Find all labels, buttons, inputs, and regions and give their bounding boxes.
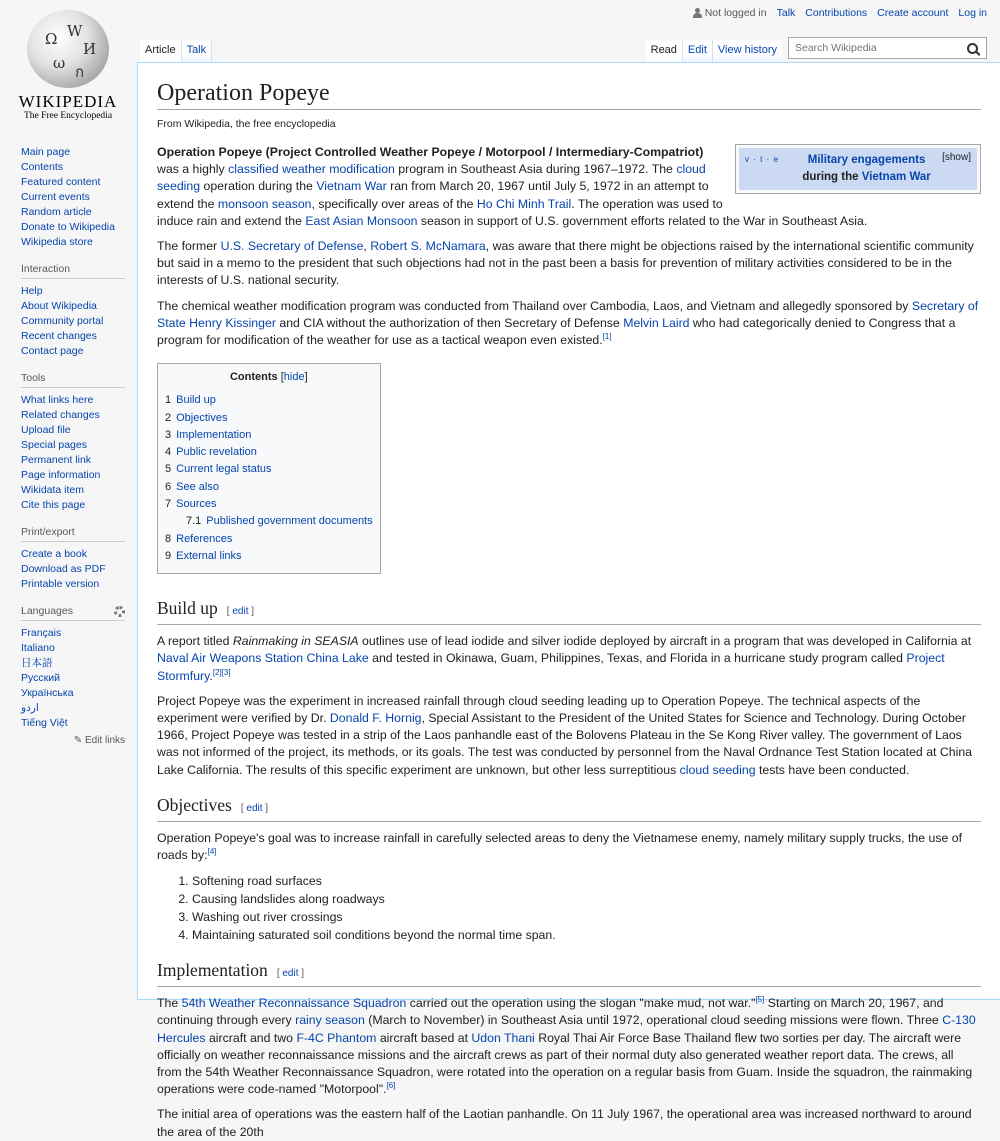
sidebar-item-contact[interactable]: Contact page xyxy=(21,345,84,357)
buildup-paragraph-2: Project Popeye was the experiment in increased rainfall through cloud seeding leading up to Operation Popeye. The technical aspects of the experiment were verified by Dr. Donald F. Hornig, Special Assistant to the President of the United States for Science and Technology. During October 1966, Project Popeye was tested in a strip of the Laos panhandle east of the Bolovens Plateau in the Se Kong River valley. The government of Laos was not informed of the project, its methods, or its goals. The test was conducted by personnel from the Naval Ordnance Test Station located at China Lake California. The results of this specific experiment are unknown, but other less surreptitious cloud seeding tests have been conducted. xyxy=(157,693,972,777)
edit-section-objectives[interactable]: edit xyxy=(246,802,263,814)
list-item: 4. Maintaining saturated soil conditions beyond the normal time span. xyxy=(192,926,981,944)
languages-heading: Languages xyxy=(21,605,125,621)
link-monsoon-season[interactable]: monsoon season xyxy=(217,196,312,211)
implementation-paragraph-2: The initial area of operations was the eastern half of the Laotian panhandle. On 11 July 1967, the operational area was increased northward to around the area of the 20th xyxy=(157,1107,972,1139)
link-udon-thani[interactable]: Udon Thani xyxy=(471,1030,535,1045)
tab-read[interactable]: Read xyxy=(646,40,683,62)
sidebar-item-help[interactable]: Help xyxy=(21,285,43,297)
toc-item[interactable]: 6 See also xyxy=(165,480,219,493)
sidebar-item-download-pdf[interactable]: Download as PDF xyxy=(21,563,106,575)
page-title: Operation Popeye xyxy=(157,79,981,110)
edit-links[interactable]: ✎ Edit links xyxy=(73,735,125,746)
reference-4[interactable]: [4] xyxy=(207,846,217,856)
reference-2-3[interactable]: [2][3] xyxy=(212,667,231,677)
gear-icon[interactable] xyxy=(114,606,125,617)
navbox-military-engagements[interactable]: Military engagements xyxy=(807,154,926,166)
sidebar-item-main-page[interactable]: Main page xyxy=(21,146,71,158)
tab-view-history[interactable]: View history xyxy=(713,40,782,62)
link-china-lake[interactable]: Naval Air Weapons Station China Lake xyxy=(157,651,369,666)
sidebar-item-cite[interactable]: Cite this page xyxy=(21,499,86,511)
link-donald-hornig[interactable]: Donald F. Hornig xyxy=(329,711,422,726)
toc-item[interactable]: 8 References xyxy=(165,532,233,545)
list-item: 2. Causing landslides along roadways xyxy=(192,890,981,908)
intro-paragraph-3: The chemical weather modification program was conducted from Thailand over Cambodia, Laos, and Vietnam and allegedly sponsored by Secretary of State Henry Kissinger and CIA without the authorization of then Secretary of Defense Melvin Laird who had categorically denied to Congress that a program for modification of the weather for use as a tactical weapon even existed.[1] xyxy=(157,298,979,348)
sidebar-item-create-book[interactable]: Create a book xyxy=(21,548,87,560)
interaction-portlet xyxy=(21,263,125,359)
logo-tagline: The Free Encyclopedia xyxy=(23,111,113,121)
reference-1[interactable]: [1] xyxy=(602,331,612,341)
sidebar-item-recent-changes[interactable]: Recent changes xyxy=(21,330,97,342)
tab-article[interactable]: Article xyxy=(140,40,182,62)
personal-tools xyxy=(693,7,987,19)
language-ukrainian[interactable]: Українська xyxy=(21,687,74,699)
reference-5[interactable]: [5] xyxy=(755,995,765,1005)
link-rainy-season[interactable]: rainy season xyxy=(295,1013,365,1028)
sidebar-item-community-portal[interactable]: Community portal xyxy=(21,315,104,327)
objectives-paragraph: Operation Popeye's goal was to increase rainfall in carefully selected areas to deny the Vietnamese enemy, namely military supply trucks, the use of roads by:[4] xyxy=(157,830,963,863)
print-heading: Print/export xyxy=(21,526,125,542)
tools-heading: Tools xyxy=(21,372,125,388)
create-account-link[interactable]: Create account xyxy=(877,7,949,19)
list-item: 3. Washing out river crossings xyxy=(192,908,981,926)
buildup-paragraph-1: A report titled Rainmaking in SEASIA outlines use of lead iodide and silver iodide deployed by aircraft in a program that was developed in California at Naval Air Weapons Station China Lake and tested in Okinawa, Guam, Philippines, Texas, and Florida in a hurricane study program called Project Stormfury.[2][3] xyxy=(157,634,972,683)
sidebar-item-upload-file[interactable]: Upload file xyxy=(21,424,71,436)
sidebar-item-wikidata-item[interactable]: Wikidata item xyxy=(21,484,85,496)
search-box xyxy=(788,37,987,59)
language-french[interactable]: Français xyxy=(21,627,62,639)
tab-talk[interactable]: Talk xyxy=(182,40,213,62)
navbox-title: Military engagements during the Vietnam War xyxy=(802,154,931,183)
sidebar xyxy=(21,145,125,759)
search-icon[interactable] xyxy=(967,43,978,54)
site-tagline: From Wikipedia, the free encyclopedia xyxy=(157,118,336,130)
sidebar-item-printable-version[interactable]: Printable version xyxy=(21,578,100,590)
link-f4c-phantom[interactable]: F-4C Phantom xyxy=(296,1030,377,1045)
article-content xyxy=(137,62,1000,1139)
sidebar-item-special-pages[interactable]: Special pages xyxy=(21,439,87,451)
table-of-contents xyxy=(157,363,381,574)
list-item: 1. Softening road surfaces xyxy=(192,872,981,890)
section-heading-objectives: Objectives [ edit ] xyxy=(157,794,981,822)
language-italian[interactable]: Italiano xyxy=(21,642,55,654)
pencil-icon: ✎ xyxy=(73,735,83,746)
sidebar-item-page-information[interactable]: Page information xyxy=(21,469,101,481)
toc-item[interactable]: 3 Implementation xyxy=(165,428,252,441)
print-portlet xyxy=(21,526,125,592)
sidebar-item-random-article[interactable]: Random article xyxy=(21,206,92,218)
sidebar-item-permanent-link[interactable]: Permanent link xyxy=(21,454,92,466)
link-cloud-seeding-2[interactable]: cloud seeding xyxy=(679,762,756,777)
section-heading-implementation: Implementation [ edit ] xyxy=(157,959,981,987)
link-cloud-seeding[interactable]: cloud seeding xyxy=(157,162,706,194)
link-54th-squadron[interactable]: 54th Weather Reconnaissance Squadron xyxy=(181,996,407,1011)
wikipedia-logo[interactable] xyxy=(18,10,118,121)
vte-links[interactable]: v · t · e xyxy=(745,155,779,164)
sidebar-item-contents[interactable]: Contents xyxy=(21,161,64,173)
link-east-asian-monsoon[interactable]: East Asian Monsoon xyxy=(305,213,418,228)
tools-portlet xyxy=(21,372,125,513)
navbox-show-toggle[interactable]: [show] xyxy=(942,152,971,163)
view-tabs xyxy=(646,40,782,62)
edit-section-implementation[interactable]: edit xyxy=(282,968,299,980)
navbox xyxy=(735,144,981,194)
logo-wordmark: WIKIPEDIA xyxy=(18,92,118,111)
contributions-link[interactable]: Contributions xyxy=(805,7,868,19)
sidebar-item-store[interactable]: Wikipedia store xyxy=(21,236,93,248)
toc-subitem[interactable]: 7.1 Published government documents xyxy=(186,515,373,528)
toc-item[interactable]: 2 Objectives xyxy=(165,411,228,424)
language-urdu[interactable]: اردو xyxy=(21,702,39,714)
toc-item[interactable]: 4 Public revelation xyxy=(165,446,257,459)
toc-item[interactable]: 9 External links xyxy=(165,549,242,562)
reference-6[interactable]: [6] xyxy=(386,1081,396,1091)
link-project-stormfury[interactable]: Project Stormfury xyxy=(157,651,945,683)
namespace-tabs xyxy=(140,40,212,62)
link-melvin-laird[interactable]: Melvin Laird xyxy=(623,315,690,330)
sidebar-item-donate[interactable]: Donate to Wikipedia xyxy=(21,221,115,233)
implementation-paragraph-1: The 54th Weather Reconnaissance Squadron carried out the operation using the slogan "make mud, not war."[5] Starting on March 20, 1967, and continuing through every rainy season (March to November) in Southeast Asia until 1972, operational cloud seeding missions were flown. Three C-130 Hercules aircraft and two F-4C Phantom aircraft based at Udon Thani Royal Thai Air Force Base Thailand flew two sorties per day. The aircraft were officially on weather reconnaissance missions and the aircraft crews as part of their normal duty also generated weather report data. The crews, all from the 54th Weather Reconnaissance Squadron, were rotated into the operation on a regular basis from Guam. Inside the squadron, the rainmaking operations were code-named "Motorpool".[6] xyxy=(157,995,976,1097)
edit-section-build-up[interactable]: edit xyxy=(232,606,249,618)
navbox-vietnam-war-link[interactable]: Vietnam War xyxy=(861,171,931,183)
talk-link[interactable]: Talk xyxy=(776,7,796,19)
search-input[interactable] xyxy=(789,42,967,54)
languages-portlet xyxy=(21,605,125,746)
toc-hide-toggle[interactable]: hide xyxy=(283,371,305,384)
language-japanese[interactable]: 日本語 xyxy=(21,657,53,669)
toc-title: Contents [hide] xyxy=(229,371,308,384)
sidebar-item-current-events[interactable]: Current events xyxy=(21,191,90,203)
link-secretary-of-defense[interactable]: U.S. Secretary of Defense xyxy=(220,239,364,254)
toc-item[interactable]: 7 Sources 7.1 Published government documents xyxy=(165,496,373,531)
sidebar-item-about[interactable]: About Wikipedia xyxy=(21,300,97,312)
toc-item[interactable]: 1 Build up xyxy=(165,394,216,407)
link-mcnamara[interactable]: Robert S. McNamara xyxy=(370,239,486,254)
language-vietnamese[interactable]: Tiếng Việt xyxy=(21,717,68,729)
user-icon xyxy=(693,8,702,18)
language-russian[interactable]: Русский xyxy=(21,672,60,684)
intro-paragraph-1: Operation Popeye (Project Controlled Weather Popeye / Motorpool / Intermediary-Compatriot) was a highly classified weather modification program in Southeast Asia during 1967–1972. The cloud seeding operation during the Vietnam War ran from March 20, 1967 until July 5, 1972 in an attempt to extend the monsoon season, specifically over areas of the Ho Chi Minh Trail. The operation was used to induce rain and extend the East Asian Monsoon season in support of U.S. government efforts related to the War in Southeast Asia. xyxy=(157,145,868,228)
not-logged-in: Not logged in xyxy=(693,7,767,19)
link-classified[interactable]: classified xyxy=(228,162,279,177)
link-ho-chi-minh-trail[interactable]: Ho Chi Minh Trail xyxy=(476,196,572,211)
link-c130-hercules[interactable]: C-130 Hercules xyxy=(157,1013,976,1045)
toc-item[interactable]: 5 Current legal status xyxy=(165,463,272,476)
intro-paragraph-2: The former U.S. Secretary of Defense, Robert S. McNamara, was aware that there might be objections raised by the international scientific community but said in a memo to the president that such objections had not in the past been a basis for prevention of military activities considered to be in the interests of U.S. national security. xyxy=(157,239,974,288)
section-heading-build-up: Build up [ edit ] xyxy=(157,597,981,625)
sidebar-item-what-links-here[interactable]: What links here xyxy=(21,394,94,406)
globe-icon: Ω W И ω ก xyxy=(27,10,109,88)
link-vietnam-war[interactable]: Vietnam War xyxy=(316,179,387,194)
link-kissinger[interactable]: Secretary of State Henry Kissinger xyxy=(157,298,979,330)
interaction-heading: Interaction xyxy=(21,263,125,279)
objectives-list xyxy=(157,872,981,944)
navigation-portlet xyxy=(21,145,125,250)
link-weather-modification[interactable]: weather modification xyxy=(282,162,395,177)
tab-edit[interactable]: Edit xyxy=(683,40,713,62)
sidebar-item-related-changes[interactable]: Related changes xyxy=(21,409,100,421)
sidebar-item-featured-content[interactable]: Featured content xyxy=(21,176,101,188)
log-in-link[interactable]: Log in xyxy=(958,7,987,19)
